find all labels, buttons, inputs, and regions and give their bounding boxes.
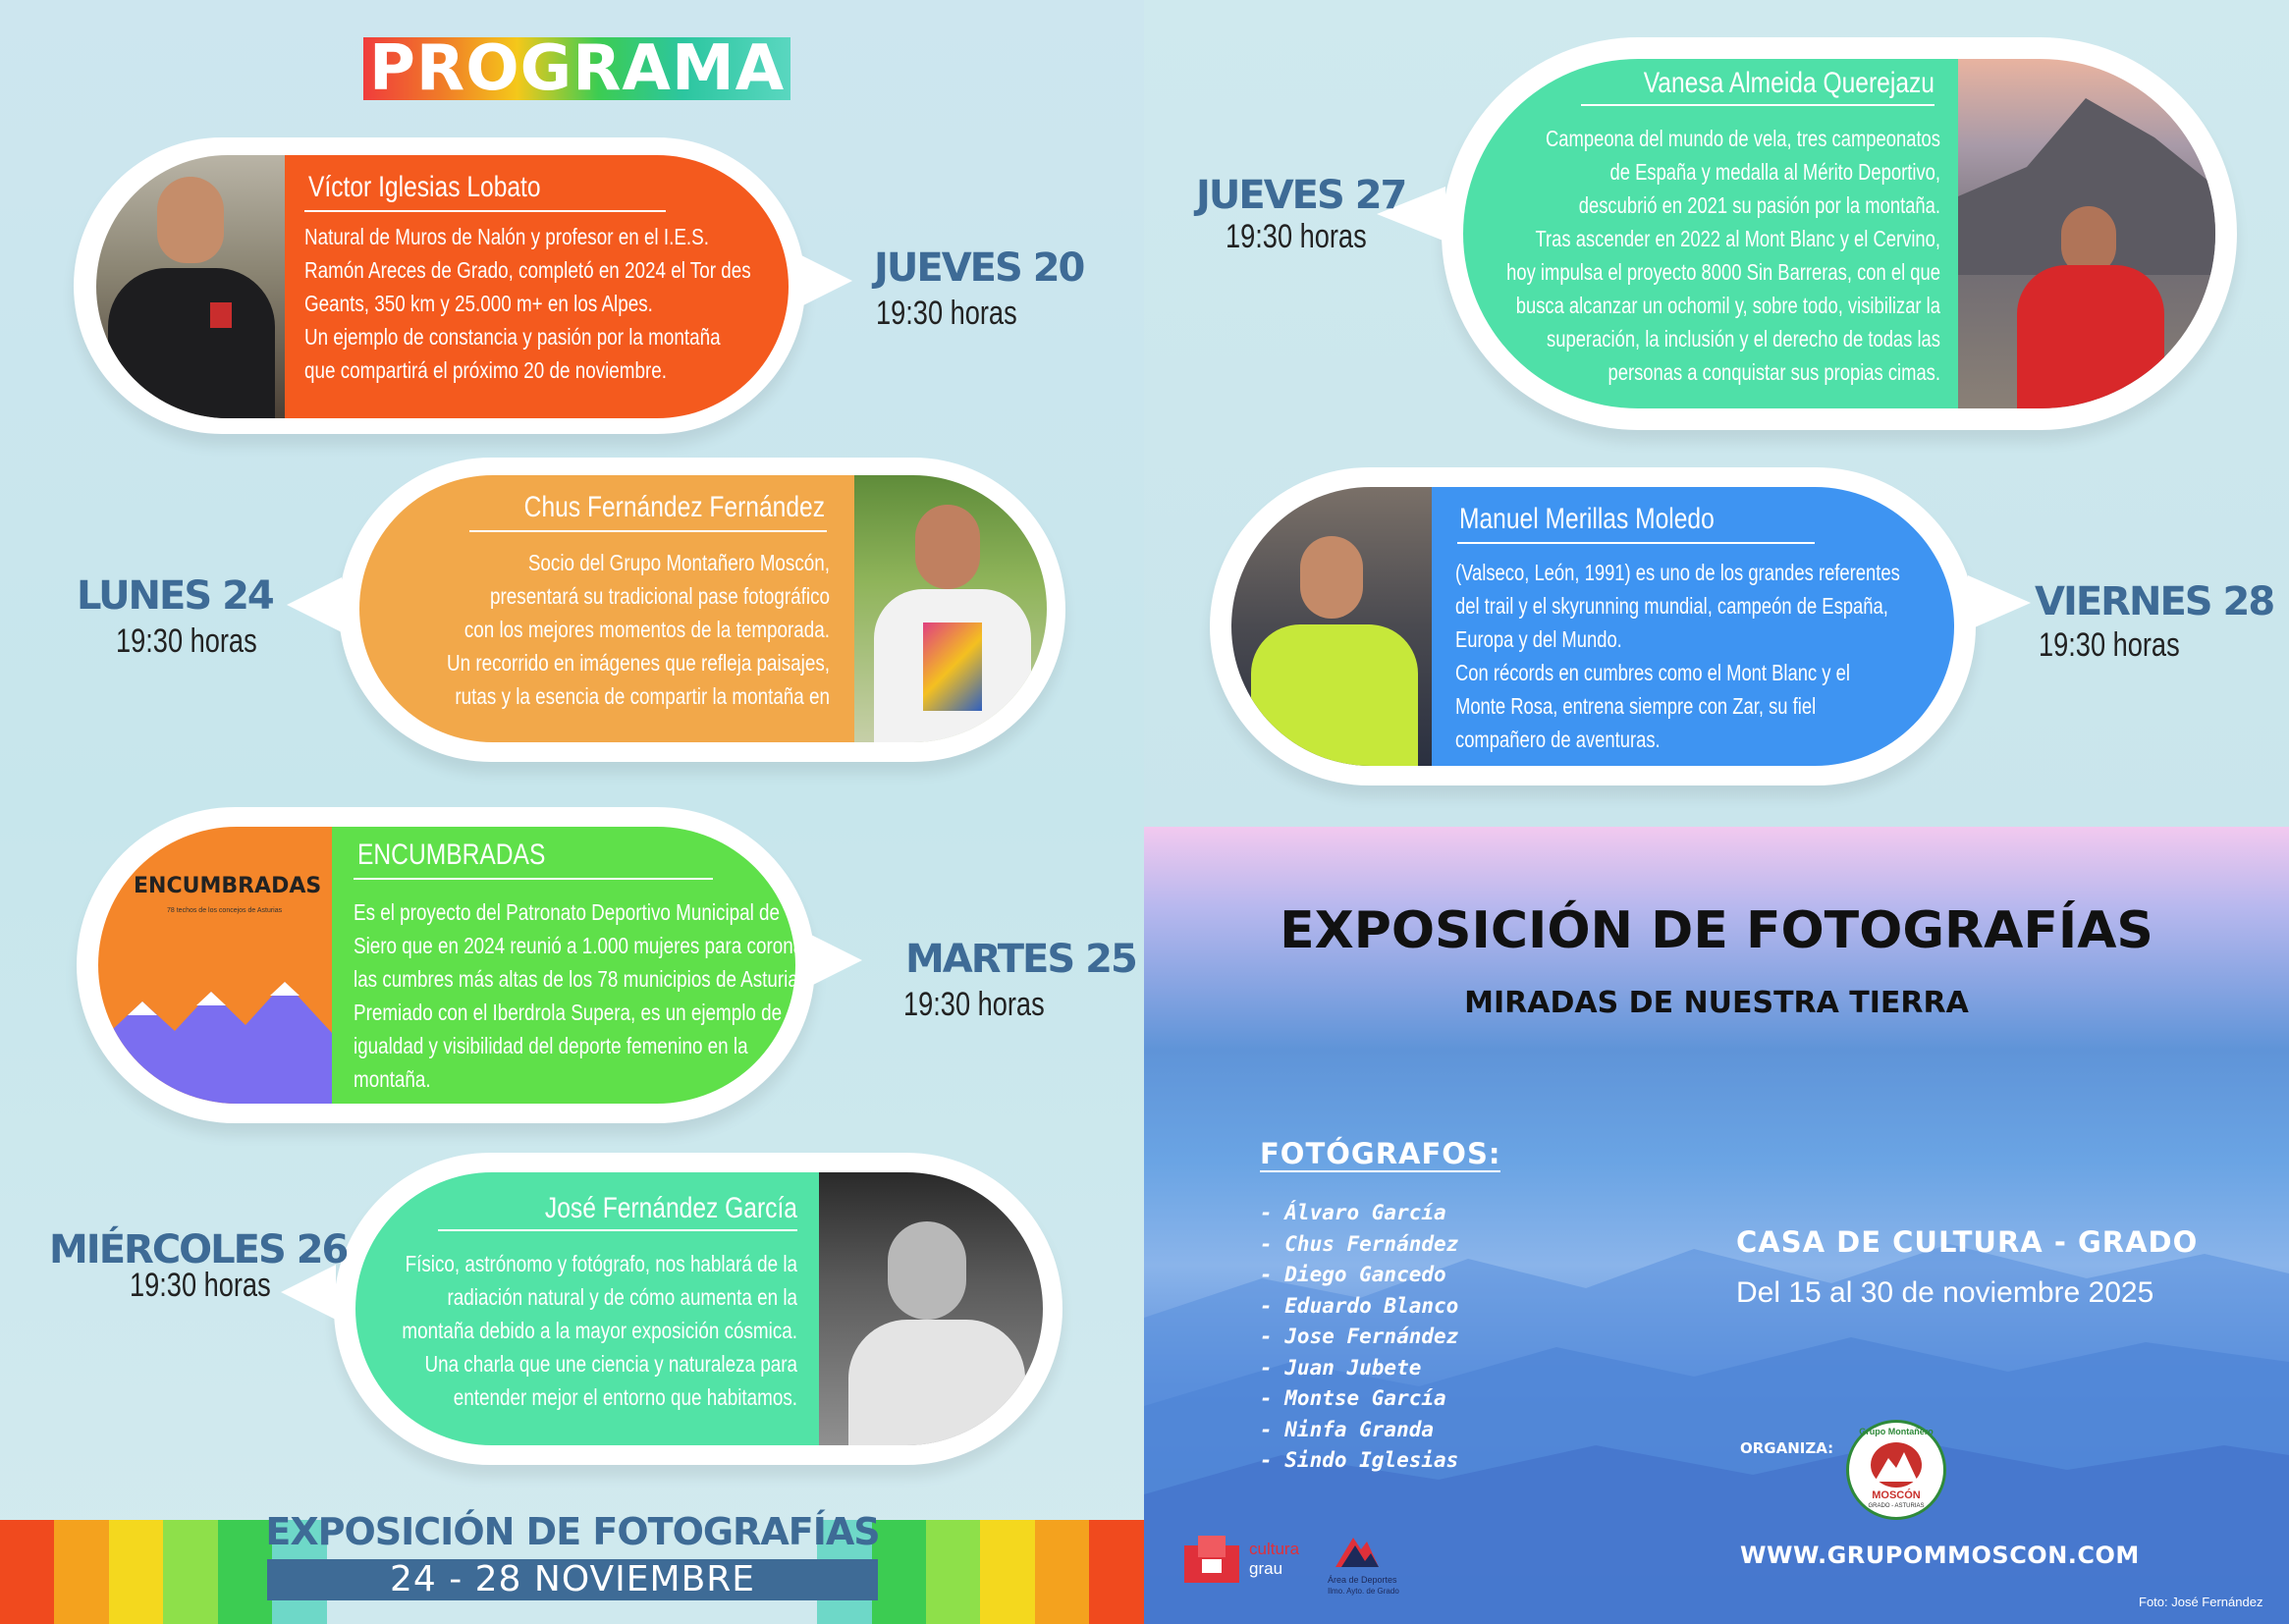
moscon-logo: Grupo Montañero MOSCÓN GRADO - ASTURIAS	[1846, 1420, 1946, 1520]
speaker-photo-chus	[854, 475, 1047, 742]
mountain-peaks-icon	[98, 974, 332, 1104]
name-underline	[1457, 542, 1815, 544]
band-dates: 24 - 28 NOVIEMBRE	[267, 1559, 878, 1600]
talk-hour-encumbradas: 19:30 horas	[903, 986, 1045, 1023]
list-item: - Diego Gancedo	[1260, 1263, 1446, 1286]
talk-description-manuel: (Valseco, León, 1991) es uno de los grandes referentes del trail y el skyrunning mundial, campeón de España, Europa y del Mundo. Con récords en cumbres como el Mont Blanc y el Monte Rosa, entrena siempre con Zar, su fiel compañero de aventuras.	[1455, 560, 1900, 752]
speaker-photo-manuel	[1231, 487, 1432, 766]
band-segment	[0, 1520, 54, 1624]
talk-day-jose: MIÉRCOLES 26	[49, 1227, 348, 1272]
list-item: - Jose Fernández	[1260, 1325, 1459, 1348]
band-segment	[926, 1520, 980, 1624]
band-segment	[109, 1520, 163, 1624]
organiza-label: ORGANIZA:	[1740, 1439, 1834, 1457]
encumbradas-poster: ENCUMBRADAS 78 techos de los concejos de Asturias	[98, 827, 332, 1104]
band-segment	[54, 1520, 108, 1624]
photo-credit: Foto: José Fernández	[2139, 1595, 2263, 1609]
mountain-icon	[1875, 1448, 1918, 1482]
programa-title: PROGRAMA	[363, 37, 790, 100]
talk-hour-chus: 19:30 horas	[116, 623, 257, 660]
list-item: - Chus Fernández	[1260, 1231, 1459, 1256]
talk-hour-victor: 19:30 horas	[876, 295, 1017, 332]
list-item: - Ninfa Granda	[1260, 1417, 1435, 1441]
band-segment	[163, 1520, 217, 1624]
talk-day-manuel: VIERNES 28	[2035, 579, 2274, 624]
list-item: - Sindo Iglesias	[1260, 1448, 1459, 1472]
speaker-name-encumbradas: ENCUMBRADAS	[357, 839, 546, 871]
list-item: - Montse García	[1260, 1386, 1446, 1410]
cultura-label: cultura	[1249, 1540, 1300, 1558]
band-segment	[980, 1520, 1034, 1624]
talk-day-vanesa: JUEVES 27	[1196, 173, 1406, 218]
website-link[interactable]: WWW.GRUPOMMOSCON.COM	[1740, 1542, 2140, 1569]
speaker-photo-vanesa	[1958, 59, 2215, 408]
list-item: - Eduardo Blanco	[1260, 1293, 1459, 1318]
name-underline	[1581, 104, 1935, 106]
exhibition-title: EXPOSICIÓN DE FOTOGRAFÍAS	[1280, 901, 2153, 960]
band-segment	[1089, 1520, 1143, 1624]
speaker-name-jose: José Fernández García	[544, 1192, 797, 1224]
venue: CASA DE CULTURA - GRADO	[1736, 1225, 2199, 1259]
area-deportes-label: Área de Deportes	[1328, 1575, 1397, 1585]
photographers-heading: FOTÓGRAFOS:	[1260, 1137, 1501, 1170]
speaker-photo-jose	[819, 1172, 1043, 1445]
area-deportes-logo-icon	[1335, 1532, 1379, 1567]
talk-day-chus: LUNES 24	[77, 573, 273, 619]
grau-label: grau	[1249, 1559, 1283, 1578]
talk-day-victor: JUEVES 20	[874, 245, 1084, 291]
name-underline	[438, 1229, 797, 1231]
talk-description-chus: Socio del Grupo Montañero Moscón, presentará su tradicional pase fotográfico con los mejores momentos de la temporada. Un recorrido en imágenes que refleja paisajes, rutas y la esencia de compartir la montaña en	[447, 550, 830, 709]
name-underline	[354, 878, 713, 880]
talk-hour-vanesa: 19:30 horas	[1226, 218, 1367, 255]
list-item: - Juan Jubete	[1260, 1355, 1422, 1380]
talk-hour-manuel: 19:30 horas	[2039, 626, 2180, 664]
talk-description-vanesa: Campeona del mundo de vela, tres campeonatos de España y medalla al Mérito Deportivo, descubrió en 2021 su pasión por la montaña. Tras ascender en 2022 al Mont Blanc y el Cervino, hoy impulsa el proyecto 8000 Sin Barreras, con el que busca alcanzar un ochomil y, sobre todo, visibilizar la superación, la inclusión y el derecho de todas las personas a conquistar sus propias cimas.	[1506, 126, 1940, 385]
name-underline	[469, 530, 827, 532]
speaker-name-vanesa: Vanesa Almeida Querejazu	[1643, 67, 1935, 99]
talk-description-encumbradas: Es el proyecto del Patronato Deportivo Municipal de Siero que en 2024 reunió a 1.000 mujeres para coronar las cumbres más altas de los 78 municipios de Asturias. Premiado con el Iberdrola Supera, es un ejemplo de igualdad y visibilidad del deporte femenino en la montaña.	[354, 899, 813, 1092]
band-segment	[1035, 1520, 1089, 1624]
talk-hour-jose: 19:30 horas	[130, 1267, 271, 1304]
speaker-name-victor: Víctor Iglesias Lobato	[308, 171, 541, 203]
exhibition-dates: Del 15 al 30 de noviembre 2025	[1736, 1276, 2154, 1309]
speaker-photo-victor	[96, 155, 285, 418]
exhibition-subtitle: MIRADAS DE NUESTRA TIERRA	[1464, 986, 1969, 1020]
speech-tail	[1968, 575, 2031, 630]
cultura-grau-logo	[1184, 1536, 1239, 1583]
band-title: EXPOSICIÓN DE FOTOGRAFÍAS	[265, 1510, 880, 1553]
speech-tail	[807, 933, 862, 988]
speaker-name-chus: Chus Fernández Fernández	[523, 491, 825, 523]
speaker-name-manuel: Manuel Merillas Moledo	[1459, 503, 1715, 535]
list-item: - Álvaro García	[1260, 1201, 1446, 1224]
talk-day-encumbradas: MARTES 25	[905, 937, 1136, 982]
talk-description-victor: Natural de Muros de Nalón y profesor en el I.E.S. Ramón Areces de Grado, completó en 2024 el Tor des Geants, 350 km y 25.000 m+ en los Alpes. Un ejemplo de constancia y pasión por la montaña que compartirá el próximo 20 de noviembre.	[304, 224, 751, 383]
photographers-list	[1260, 1198, 1458, 1477]
ayto-label: Ilmo. Ayto. de Grado	[1328, 1587, 1399, 1596]
talk-description-jose: Físico, astrónomo y fotógrafo, nos hablará de la radiación natural y de cómo aumenta en la montaña debido a la mayor exposición cósmica. Una charla que une ciencia y naturaleza para entender mejor el entorno que habitamos.	[402, 1251, 797, 1410]
